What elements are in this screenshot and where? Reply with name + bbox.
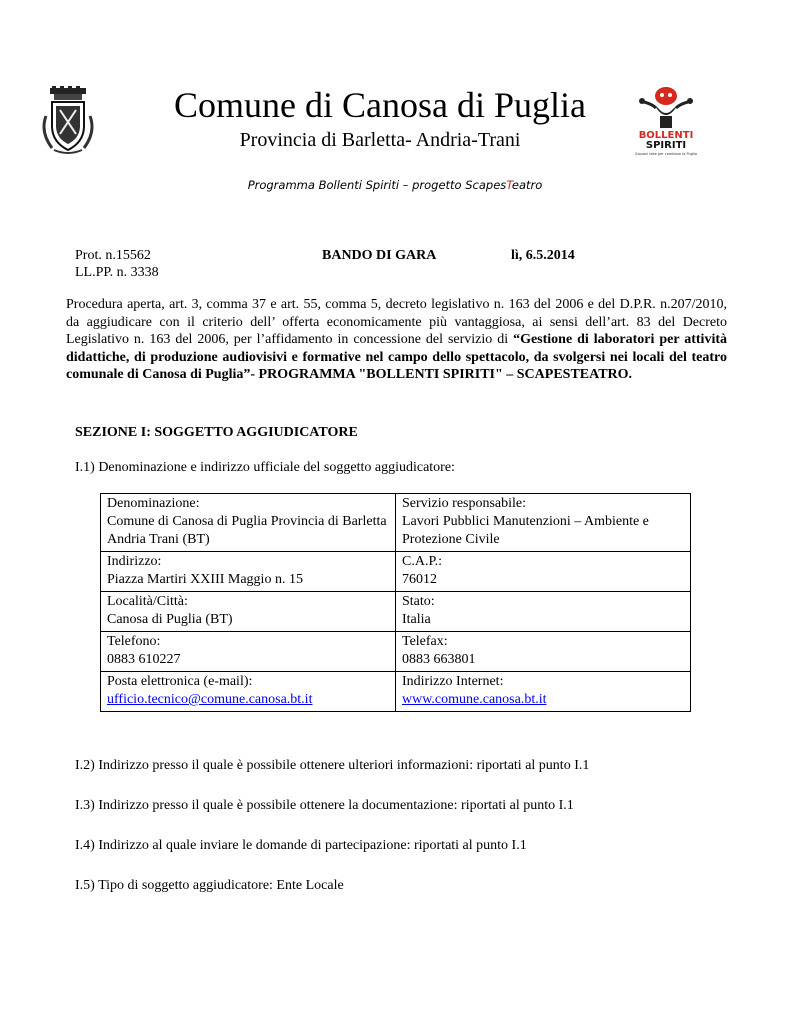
item-i1: I.1) Denominazione e indirizzo ufficiale del soggetto aggiudicatore: [75,460,455,475]
cell-label: Posta elettronica (e-mail): [107,674,253,689]
table-cell [101,672,396,712]
table-row [101,672,691,712]
llpp-number: LL.PP. n. 3338 [75,265,159,280]
logo-text-spiriti: SPIRITI [645,140,687,151]
cell-label: C.A.P.: [402,554,443,569]
logo-tagline: Giovani idee per cambiare la Puglia [634,152,698,156]
bollenti-spiriti-mascot-icon [630,82,702,130]
protocol-block [75,247,159,281]
table-row [101,592,691,632]
cell-label: Telefax: [402,634,448,649]
document-date: lì, 6.5.2014 [511,248,575,263]
item-i2: I.2) Indirizzo presso il quale è possibile ottenere ulteriori informazioni: riportati al punto I.1 [75,758,590,773]
table-cell [101,552,396,592]
website-link[interactable]: www.comune.canosa.bt.it [402,692,547,707]
page-subtitle: Provincia di Barletta- Andria-Trani [239,129,521,151]
cell-label: Denominazione: [107,496,200,511]
cell-value: 0883 663801 [402,652,476,667]
cell-value: 76012 [402,572,437,587]
section-heading: SEZIONE I: SOGGETTO AGGIUDICATORE [75,425,358,440]
table-cell [396,672,691,712]
table-row [101,632,691,672]
item-i5: I.5) Tipo di soggetto aggiudicatore: Ente Locale [75,878,344,893]
bollenti-spiriti-logo [630,82,702,162]
document-type: BANDO DI GARA [322,248,437,263]
email-link[interactable]: ufficio.tecnico@comune.canosa.bt.it [107,692,313,707]
table-cell [101,592,396,632]
table-row [101,552,691,592]
table-cell [396,632,691,672]
item-i4: I.4) Indirizzo al quale inviare le domande di partecipazione: riportati al punto I.1 [75,838,527,853]
cell-label: Indirizzo Internet: [402,674,504,689]
program-accent-letter: T [506,178,512,192]
cell-label: Indirizzo: [107,554,162,569]
cell-value: Piazza Martiri XXIII Maggio n. 15 [107,572,303,587]
logo-text-bollenti: BOLLENTI [638,130,694,141]
cell-label: Località/Città: [107,594,188,609]
cell-value: Italia [402,612,431,627]
table-row [101,494,691,552]
item-i3: I.3) Indirizzo presso il quale è possibile ottenere la documentazione: riportati al punto I.1 [75,798,574,813]
program-prefix: Programma Bollenti Spiriti – progetto Scapes [247,178,507,192]
cell-value: Comune di Canosa di Puglia Provincia di Barletta Andria Trani (BT) [107,514,387,547]
cell-value: Canosa di Puglia (BT) [107,612,233,627]
table-cell [101,632,396,672]
municipal-crest-icon [38,86,98,158]
cell-label: Telefono: [107,634,161,649]
protocol-number: Prot. n.15562 [75,248,151,263]
program-line [160,178,630,192]
intro-text: Procedura aperta, art. 3, comma 37 e art. 55, comma 5, decreto legislativo n. 163 del 2006 e del D.P.R. n.207/2010, da aggiudicare con il criterio dell’ offerta economicamente più vantaggiosa, ai sensi dell’art. 83 del Decreto Legislativo n. 163 del 2006, per l’affidamento in concessione del servizio di [66,297,727,347]
page-title: Comune di Canosa di Puglia [174,85,586,125]
cell-label: Stato: [402,594,435,609]
program-suffix: eatro [511,178,543,192]
cell-value: 0883 610227 [107,652,181,667]
intro-paragraph [66,296,727,384]
table-cell [396,494,691,552]
table-cell [396,592,691,632]
intro-bold-text: “Gestione di laboratori per attività didattiche, di produzione audiovisivi e formative nel campo dello spettacolo, da svolgersi nei locali del teatro comunale di Canosa di Puglia”- PROGRAMMA "BOLLENTI SPIRITI" – SCAPESTEATRO. [66,332,727,382]
contracting-authority-table [100,493,691,712]
table-cell [101,494,396,552]
cell-value: Lavori Pubblici Manutenzioni – Ambiente e Protezione Civile [402,514,649,547]
table-cell [396,552,691,592]
cell-label: Servizio responsabile: [402,496,527,511]
